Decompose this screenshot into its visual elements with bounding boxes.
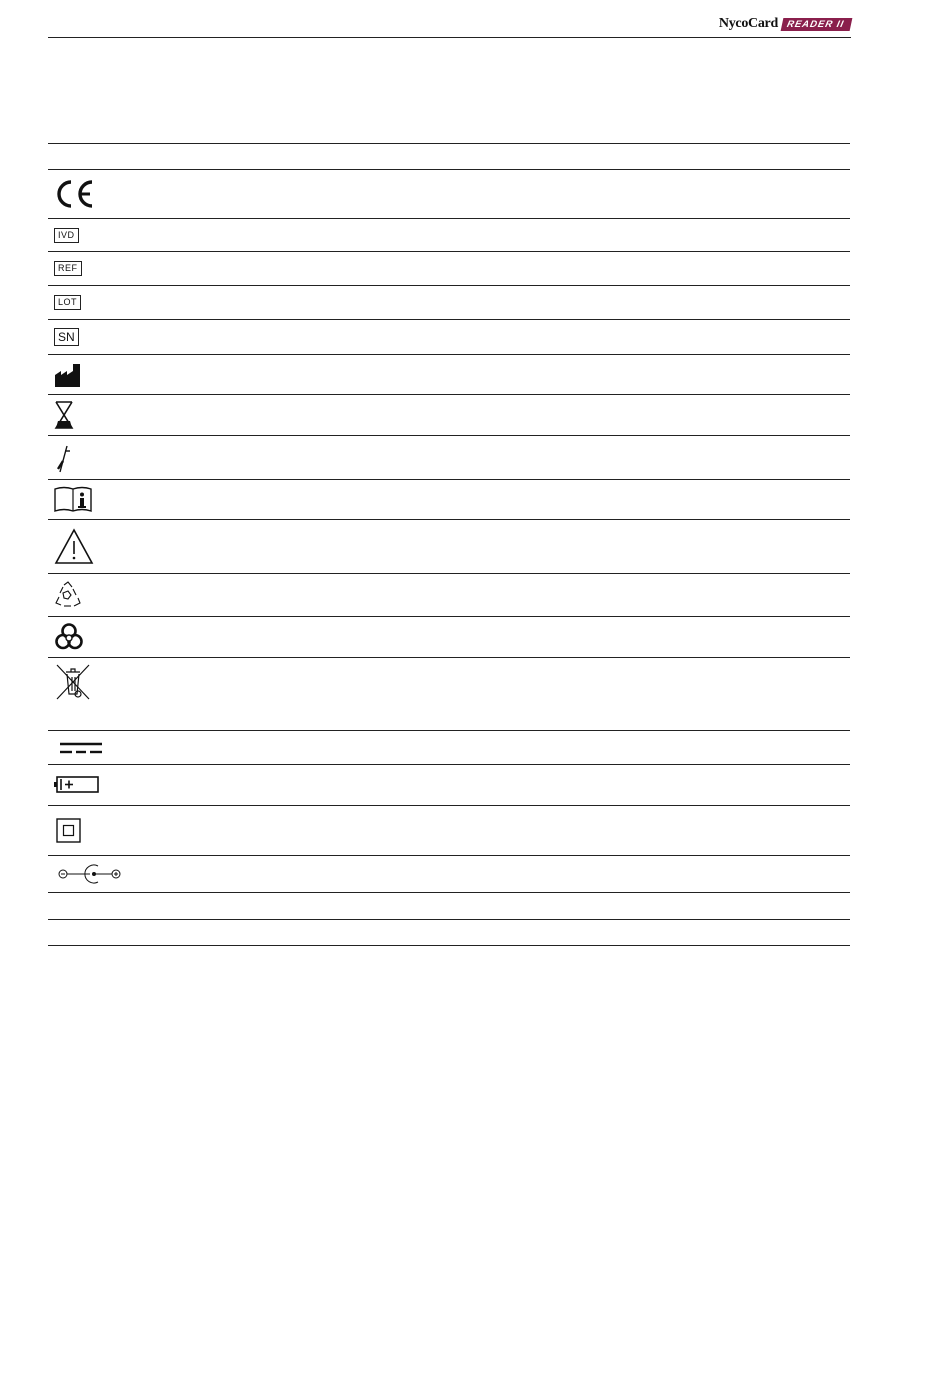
symbols-table [48, 143, 850, 946]
weee-crossed-bin-icon [54, 663, 92, 701]
direct-current-icon [54, 738, 102, 758]
symbol-row-use-by [48, 395, 850, 436]
logo-brand: NycoCard [718, 16, 778, 31]
manufacturer-icon [54, 362, 82, 388]
hourglass-icon [54, 400, 74, 430]
symbol-row-weee [48, 658, 850, 731]
symbol-row-instructions [48, 480, 850, 520]
ivd-label: IVD [54, 228, 79, 243]
instructions-info-icon [54, 486, 92, 514]
symbol-row-biohazard [48, 617, 850, 658]
symbol-row-class-ii [48, 806, 850, 856]
table-row-empty [48, 893, 850, 920]
page-header [48, 10, 851, 38]
lot-label: LOT [54, 295, 81, 310]
battery-icon [54, 774, 100, 796]
symbol-row-temperature [48, 436, 850, 480]
symbol-row-ce [48, 170, 850, 219]
temperature-limit-icon [54, 443, 74, 473]
symbol-row-recycle [48, 574, 850, 617]
ce-mark-icon [54, 178, 96, 210]
symbol-row-ref [48, 252, 850, 286]
symbol-row-dc-polarity [48, 856, 850, 893]
symbol-row-manufacturer [48, 355, 850, 395]
biohazard-icon [54, 622, 84, 652]
class-ii-double-insulation-icon [54, 816, 84, 846]
symbol-row-ivd [48, 219, 850, 252]
symbol-row-direct-current [48, 731, 850, 765]
product-logo [719, 16, 851, 32]
sn-label: SN [54, 328, 79, 346]
symbol-row-battery [48, 765, 850, 806]
caution-triangle-icon [54, 528, 94, 566]
table-header-row [48, 143, 850, 170]
symbol-row-lot [48, 286, 850, 320]
ref-label: REF [54, 261, 82, 276]
symbol-row-sn [48, 320, 850, 355]
recycle-icon [54, 581, 82, 609]
symbol-row-caution [48, 520, 850, 574]
table-row-empty [48, 920, 850, 946]
logo-product-badge: READER II [781, 18, 853, 31]
dc-polarity-icon [54, 862, 124, 886]
